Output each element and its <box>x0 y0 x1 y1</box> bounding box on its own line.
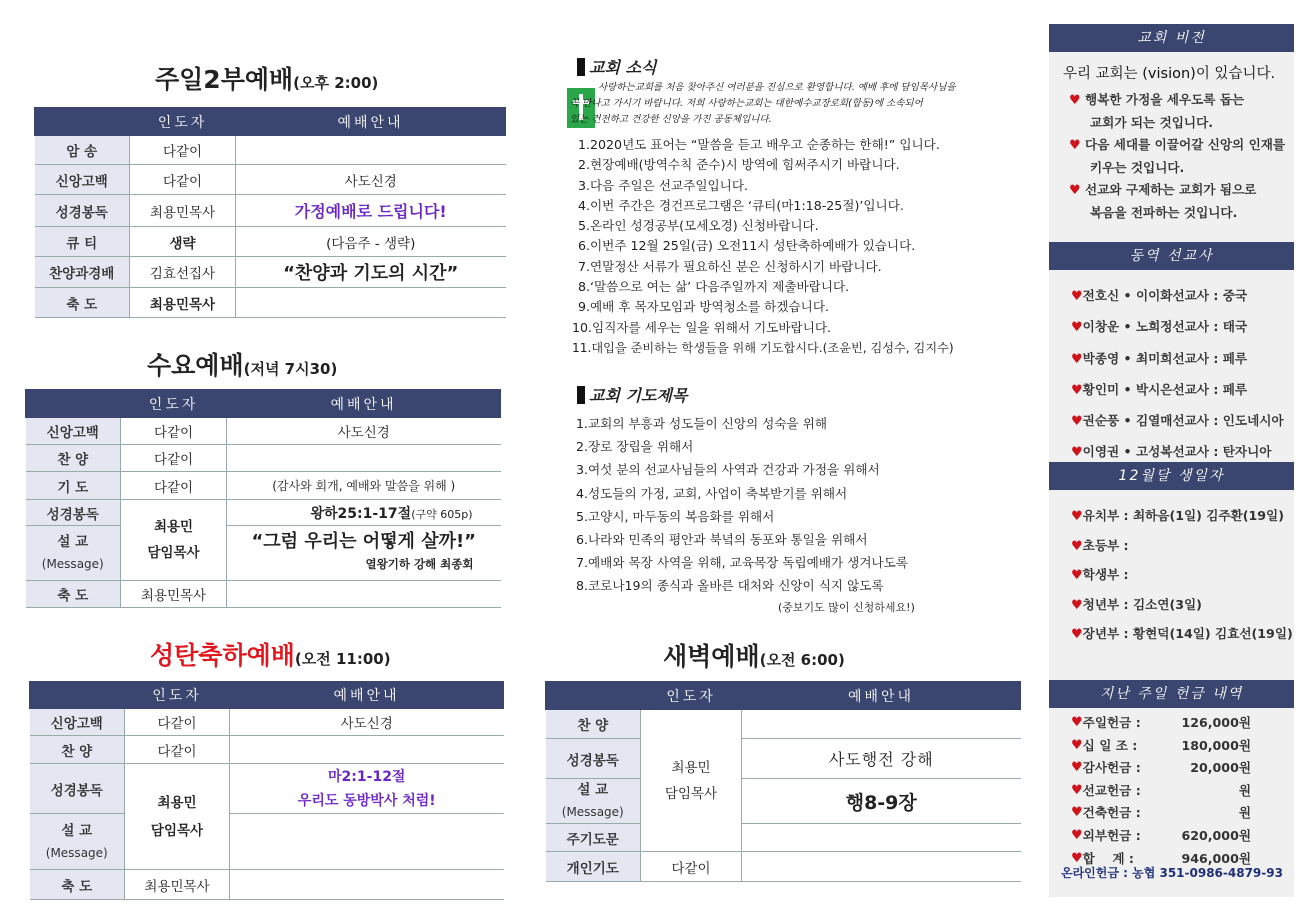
heart-icon: ♥ <box>1071 509 1083 524</box>
heart-icon: ♥ <box>1069 93 1081 108</box>
table-row: 찬양과경배 김효선집사 “찬양과 기도의 시간” <box>35 257 506 288</box>
news-list <box>572 135 954 358</box>
bar-icon <box>577 386 585 404</box>
heart-icon: ♥ <box>1071 737 1083 753</box>
table-row: 성경봉독 사도행전 강해 <box>546 739 1021 779</box>
vision-heading: 교회 비전 <box>1049 24 1294 52</box>
list-item: 10.임직자를 세우는 일을 위해서 기도바랍니다. <box>572 319 832 335</box>
heart-icon: ♥ <box>1071 351 1083 367</box>
list-item: 7.예배와 목장 사역을 위해, 교육목장 독립예배가 생겨나도록 <box>576 555 909 571</box>
dawn-title: 새벽예배(오전 6:00) <box>663 642 845 671</box>
table-row: 큐 티 생략 (다음주 - 생략) <box>35 227 506 257</box>
heart-icon: ♥ <box>1071 538 1083 554</box>
sunday2-table: 인도자 예배안내 암 송 다같이 신앙고백 다같이 사도신경 성경봉독 최용민목사 가정예배로 드립니다! 큐 티 생략 (다음주 - 생략) 찬양과경배 김효선집사 “찬양과 기도의 시간” 축 도 최용민목사 <box>34 107 506 318</box>
bar-icon <box>577 58 585 76</box>
heart-icon: ♥ <box>1071 805 1083 821</box>
news-intro: 사랑하는교회를 처음 찾아주신 여러분을 진심으로 환영합니다. 예배 후에 담임목사님을 꼭 만나고 가시기 바랍니다. 저희 사랑하는교회는 대한예수교장로회(합동)에 소속되어 있는 건전하고 건강한 신앙을 가진 공동체입니다. <box>570 82 956 125</box>
list-item: 5.고양시, 마두동의 복음화를 위해서 <box>576 508 775 524</box>
heart-icon: ♥ <box>1071 445 1083 461</box>
list-item: 6.나라와 민족의 평안과 북녘의 동포와 통일을 위해서 <box>576 532 868 548</box>
offering-list <box>1071 712 1251 870</box>
list-item: 4.이번 주간은 경건프로그램은 ‘큐티(마1:18-25절)’입니다. <box>578 197 904 213</box>
heart-icon: ♥ <box>1071 827 1083 843</box>
prayer-list <box>576 412 908 598</box>
list-item: 5.온라인 성경공부(모세오경) 신청바랍니다. <box>578 218 819 234</box>
list-item: ♥ 외부헌금 : 620,000원 <box>1071 825 1251 848</box>
vision-intro: 우리 교회는 (vision)이 있습니다. <box>1063 66 1276 82</box>
table-row: 기 도 다같이 (감사와 회개, 예배와 말씀을 위해 ) <box>26 472 501 500</box>
table-row: 신앙고백 다같이 사도신경 <box>30 709 504 736</box>
prayer-heading: 교회 기도제목 <box>577 383 687 406</box>
heart-icon: ♥ <box>1069 183 1081 198</box>
news-heading: 교회 소식 <box>577 55 656 78</box>
wednesday-title: 수요예배(저녁 7시30) <box>147 351 338 380</box>
list-item: 11.대입을 준비하는 학생들을 위해 기도합시다.(조윤빈, 김성수, 김지수) <box>572 340 954 355</box>
right-sidebar <box>1049 24 1294 897</box>
wednesday-table: 인도자 예배안내 신앙고백 다같이 사도신경 찬 양 다같이 기 도 다같이 (감사와 회개, 예배와 말씀을 위해 ) 성경봉독 최용민 담임목사 왕하25:1-17절(구약 605p) 설 교 (Message) “그럼 우리는 어떻게 살까!” 열왕기하 강해 최종회 축 도 최용민목사 <box>25 389 501 608</box>
offering-heading: 지난 주일 헌금 내역 <box>1049 680 1294 708</box>
heart-icon: ♥ <box>1071 850 1083 866</box>
vision-list: ♥ 행복한 가정을 세우도록 돕는 교회가 되는 것입니다. ♥ 다음 세대를 이끌어갈 신앙의 인재를 키우는 것입니다. ♥ 선교와 구제하는 교회가 됨으로 복음을 전파하는 것입니다. <box>1049 83 1294 224</box>
heart-icon: ♥ <box>1071 715 1083 730</box>
list-item: ♥ 행복한 가정을 세우도록 돕는 <box>1069 92 1245 108</box>
list-item: ♥황인미 • 박시은선교사 : 페루 <box>1071 381 1248 398</box>
list-item: ♥장년부 : 황현덕(14일) 김효선(19일) <box>1071 626 1293 642</box>
list-item: ♥ 선교와 구제하는 교회가 됨으로 <box>1069 182 1257 198</box>
list-item: 8.‘말씀으로 여는 삶’ 다음주일까지 제출바랍니다. <box>578 279 850 295</box>
prayer-footer: (중보기도 많이 신청하세요!) <box>778 601 915 614</box>
table-row: 설 교 (Message) <box>30 814 504 870</box>
list-item: ♥ 다음 세대를 이끌어갈 신앙의 인재를 <box>1069 137 1286 153</box>
list-item: ♥학생부 : <box>1071 567 1129 583</box>
table-row: 신앙고백 다같이 사도신경 <box>26 418 501 445</box>
table-row: 찬 양 다같이 <box>26 445 501 472</box>
list-item: ♥ 주일헌금 : 126,000원 <box>1071 712 1251 735</box>
list-item: 6.이번주 12월 25일(금) 오전11시 성탄축하예배가 있습니다. <box>578 238 916 254</box>
table-row: 성경봉독 최용민 담임목사 마2:1-12절 우리도 동방박사 처럼! <box>30 764 504 814</box>
missionaries-list <box>1071 281 1284 469</box>
heart-icon: ♥ <box>1071 627 1083 642</box>
list-item: ♥청년부 : 김소연(3일) <box>1071 596 1202 613</box>
table-row: 성경봉독 최용민목사 가정예배로 드립니다! <box>35 195 506 227</box>
heart-icon: ♥ <box>1071 760 1083 776</box>
list-item: 9.예배 후 목자모임과 방역청소를 하겠습니다. <box>578 299 830 315</box>
table-row: 신앙고백 다같이 사도신경 <box>35 165 506 195</box>
list-item: ♥ 건축헌금 : 원 <box>1071 802 1251 825</box>
table-row: 설 교 (Message) 행8-9장 <box>546 779 1021 824</box>
christmas-table: 인도자 예배안내 신앙고백 다같이 사도신경 찬 양 다같이 성경봉독 최용민 담임목사 마2:1-12절 우리도 동방박사 처럼! 설 교 (Message) 축 도 최용민목사 <box>29 681 504 900</box>
sunday2-title: 주일2부예배(오후 2:00) <box>155 65 379 94</box>
table-row: 축 도 최용민목사 <box>30 870 504 900</box>
list-item: 2.현장예배(방역수칙 준수)시 방역에 힘써주시기 바랍니다. <box>578 157 900 173</box>
list-item: 1.2020년도 표어는 “말씀을 듣고 배우고 순종하는 한해!” 입니다. <box>578 137 940 152</box>
list-item: ♥이창운 • 노희정선교사 : 태국 <box>1071 319 1248 336</box>
list-item: ♥전호신 • 이이화선교사 : 중국 <box>1071 288 1248 304</box>
list-item: ♥권순풍 • 김열매선교사 : 인도네시아 <box>1071 413 1284 430</box>
birthdays-heading: 12월달 생일자 <box>1049 462 1294 490</box>
list-item: ♥ 합 계 : 946,000원 <box>1071 848 1251 871</box>
list-item: ♥ 선교헌금 : 원 <box>1071 780 1251 803</box>
list-item: 8.코로나19의 종식과 올바른 대처와 신앙이 식지 않도록 <box>576 578 884 594</box>
list-item: 1.교회의 부흥과 성도들이 신앙의 성숙을 위해 <box>576 416 828 431</box>
table-row: 암 송 다같이 <box>35 136 506 165</box>
heart-icon: ♥ <box>1071 382 1083 398</box>
list-item: 2.장로 장립을 위해서 <box>576 439 694 455</box>
list-item: ♥유치부 : 최하음(1일) 김주환(19일) <box>1071 508 1284 524</box>
table-row: 개인기도 다같이 <box>546 852 1021 882</box>
table-row: 축 도 최용민목사 <box>35 288 506 318</box>
list-item: 7.연말정산 서류가 필요하신 분은 신청하시기 바랍니다. <box>578 258 882 274</box>
list-item: ♥이영권 • 고성복선교사 : 탄자니아 <box>1071 444 1272 461</box>
heart-icon: ♥ <box>1071 320 1083 336</box>
christmas-title: 성탄축하예배(오전 11:00) <box>150 641 391 670</box>
heart-icon: ♥ <box>1069 138 1081 153</box>
heart-icon: ♥ <box>1071 568 1083 583</box>
online-offering: 온라인헌금 : 농협 351-0986-4879-93 <box>1061 866 1283 880</box>
dawn-table: 인도자 예배안내 찬 양 최용민 담임목사 성경봉독 사도행전 강해 설 교 (Message) 행8-9장 주기도문 개인기도 다같이 <box>545 681 1021 882</box>
list-item: 4.성도들의 가정, 교회, 사업이 축복받기를 위해서 <box>576 485 848 501</box>
missionaries-heading: 동역 선교사 <box>1049 242 1294 270</box>
table-row: 성경봉독 최용민 담임목사 왕하25:1-17절(구약 605p) <box>26 500 501 526</box>
heart-icon: ♥ <box>1071 597 1083 613</box>
birthdays-list <box>1071 502 1293 650</box>
list-item: ♥박종영 • 최미희선교사 : 페루 <box>1071 350 1248 367</box>
heart-icon: ♥ <box>1071 414 1083 430</box>
heart-icon: ♥ <box>1071 782 1083 798</box>
list-item: 3.다음 주일은 선교주일입니다. <box>578 177 749 193</box>
table-row: 찬 양 최용민 담임목사 <box>546 710 1021 739</box>
heart-icon: ♥ <box>1071 289 1083 304</box>
list-item: ♥ 감사헌금 : 20,000원 <box>1071 757 1251 780</box>
table-row: 주기도문 <box>546 824 1021 852</box>
table-row: 설 교 (Message) “그럼 우리는 어떻게 살까!” 열왕기하 강해 최종회 <box>26 526 501 581</box>
list-item: ♥초등부 : <box>1071 537 1129 554</box>
list-item: ♥ 십 일 조 : 180,000원 <box>1071 735 1251 758</box>
table-row: 축 도 최용민목사 <box>26 581 501 608</box>
list-item: 3.여섯 분의 선교사님들의 사역과 건강과 가정을 위해서 <box>576 462 880 478</box>
table-row: 찬 양 다같이 <box>30 736 504 764</box>
